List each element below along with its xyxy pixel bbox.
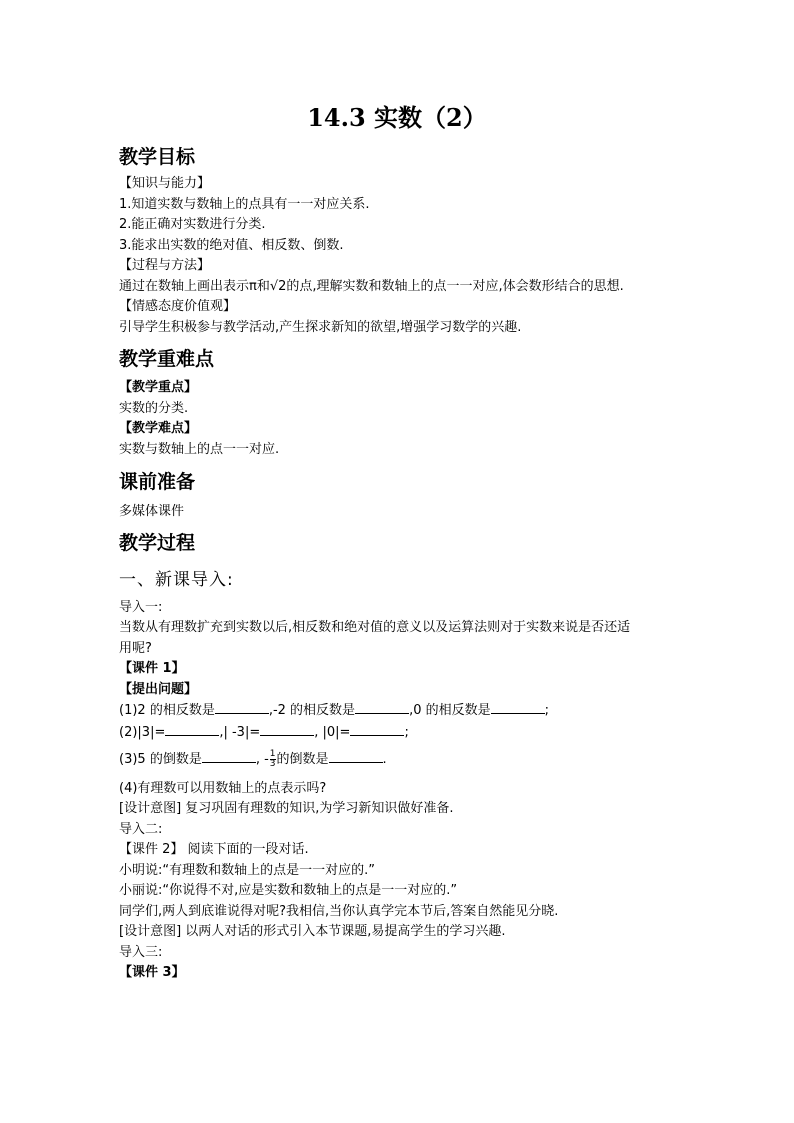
answer-blank [355,700,409,714]
exercise-1 [119,700,699,722]
process-text-b: 的点,理解实数和数轴上的点一一对应,体会数形结合的思想. [286,278,624,294]
classmates-text: 同学们,两人到底谁说得对呢?我相信,当你认真学完本节后,答案自然能见分晓. [119,903,559,919]
heading-prep: 课前准备 [119,471,196,493]
page-title: 14.3 实数（2） [307,103,487,132]
answer-blank [215,700,269,714]
process-text-a: 通过在数轴上画出表示π和 [119,278,270,294]
heading-keypoints: 教学重难点 [119,348,215,370]
exercise-1-text-a: (1)2 的相反数是 [119,703,215,718]
intro-2-label: 导入二: [119,821,163,837]
heading-process: 教学过程 [119,531,196,554]
courseware-2: 【课件 2】 阅读下面的一段对话. [119,842,309,857]
tag-knowledge: 【知识与能力】 [119,176,211,191]
prep-text: 多媒体课件 [119,504,185,519]
goal-1: 1.知道实数与数轴上的点具有一一对应关系. [119,196,370,212]
emotion-text: 引导学生积极参与教学活动,产生探求新知的欲望,增强学习数学的兴趣. [119,319,522,335]
design-intent-2: [设计意图] 以两人对话的形式引入本节课题,易提高学生的学习兴趣. [119,924,506,939]
intro-1-label: 导入一: [119,599,163,615]
goal-3: 3.能求出实数的绝对值、相反数、倒数. [119,237,344,253]
exercise-3-text-b: , - [255,752,269,767]
exercise-4: (4)有理数可以用数轴上的点表示吗? [119,780,327,796]
focus-text: 实数的分类. [119,400,189,416]
exercise-2-text-d: ; [404,724,409,740]
question-text-a: 当数从有理数扩充到实数以后,相反数和绝对值的意义以及运算法则对于实数来说是否还适 [119,620,631,635]
exercise-1-text-b: ,-2 的相反数是 [268,703,356,718]
exercise-3-text-d: . [382,752,387,767]
exercise-3 [119,749,699,771]
exercise-1-text-c: ,0 的相反数是 [409,703,491,718]
exercise-1-text-d: ; [544,703,549,718]
answer-blank [202,749,256,763]
question-text-b: 用呢? [119,640,152,656]
answer-blank [329,749,383,763]
tag-emotion: 【情感态度价值观】 [119,299,237,314]
exercise-3-text-c: 的倒数是 [276,752,329,767]
fraction [270,750,276,769]
courseware-3: 【课件 3】 [119,965,185,980]
tag-process: 【过程与方法】 [119,258,211,273]
exercise-2-text-a: (2)|3|= [119,724,166,740]
courseware-1: 【课件 1】 [119,661,185,676]
answer-blank [350,722,404,736]
dialog-xiaoming: 小明说:“有理数和数轴上的点是一一对应的.” [119,862,375,878]
part-1-heading: 一、新课导入: [119,569,234,590]
exercise-2-text-c: , |0|= [314,724,351,740]
document-body [119,144,699,984]
tag-difficulty: 【教学难点】 [119,421,198,436]
difficulty-text: 实数与数轴上的点一一对应. [119,441,280,457]
goal-2: 2.能正确对实数进行分类. [119,217,266,232]
process-text [119,277,699,298]
tag-focus: 【教学重点】 [119,380,198,395]
sqrt2: √2 [269,278,287,294]
heading-goals: 教学目标 [119,146,196,168]
dialog-xiaoli: 小丽说:“你说得不对,应是实数和数轴上的点是一一对应的.” [119,883,458,898]
exercise-2 [119,722,699,744]
answer-blank [165,722,219,736]
fraction-denominator: 3 [269,759,276,769]
design-intent-1: [设计意图] 复习巩固有理数的知识,为学习新知识做好准备. [119,801,454,816]
intro-3-label: 导入三: [119,944,163,960]
answer-blank [491,700,545,714]
fraction-numerator: 1 [269,749,276,759]
exercise-2-text-b: ,| -3|= [219,724,261,740]
ask-question-tag: 【提出问题】 [119,681,198,697]
exercise-3-text-a: (3)5 的倒数是 [119,752,202,767]
answer-blank [260,722,314,736]
